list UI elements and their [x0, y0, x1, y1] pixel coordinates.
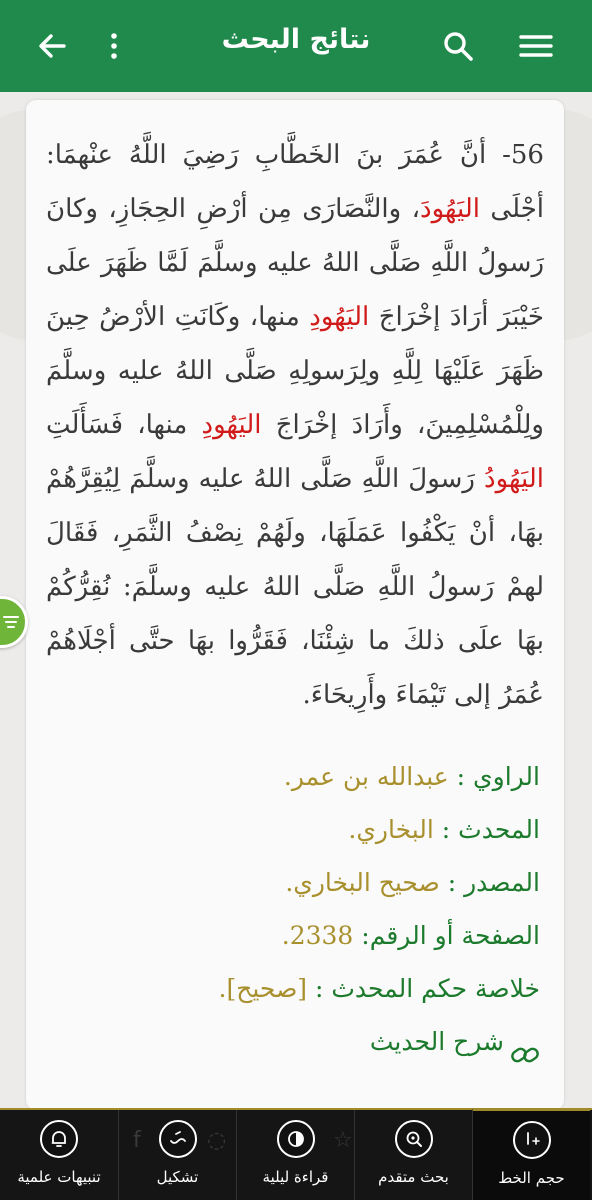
star-ghost-icon: ☆: [333, 1128, 353, 1153]
tab-advanced-search[interactable]: [354, 1110, 472, 1200]
page-title: نتائج البحث: [221, 24, 371, 55]
page-number-value: 2338.: [281, 921, 354, 950]
narrator-value: عبدالله بن عمر.: [283, 762, 449, 791]
muhaddith-value: البخاري.: [348, 815, 434, 844]
narrator-label: الراوي :: [448, 762, 540, 791]
hadith-text-part: ، والنَّصَارَى مِن أرْضِ الحِجَازِ، وكانَ رَسولُ اللَّهِ صَلَّى اللهُ عليه وسلَّمَ لَمَّا ظَهَرَ علَى خَيْبَرَ أرَادَ إخْرَاجَ: [46, 194, 544, 332]
highlighted-term: اليَهُودُ: [484, 464, 544, 494]
bottom-toolbar: [0, 1108, 592, 1200]
hadith-metadata: [50, 750, 540, 1068]
tab-label: تشكيل: [156, 1168, 199, 1186]
hamburger-menu-icon[interactable]: [518, 28, 554, 64]
whatsapp-ghost-icon: ◌: [207, 1128, 227, 1153]
bell-icon: [40, 1120, 78, 1158]
muhaddith-row: [50, 803, 540, 856]
tab-tashkeel[interactable]: [118, 1110, 236, 1200]
narrator-row: [50, 750, 540, 803]
tab-label: حجم الخط: [498, 1169, 565, 1187]
tab-label: بحث متقدم: [378, 1168, 449, 1186]
tab-font-size[interactable]: [472, 1108, 590, 1200]
muhaddith-label: المحدث :: [433, 815, 540, 844]
hadith-text-part: رَسولَ اللَّهِ صَلَّى اللهُ عليه وسلَّمَ لِيُقِرَّهُمْ بهَا، أنْ يَكْفُوا عَمَلَهَا، ولَهُمْ نِصْفُ الثَّمَرِ، فَقَالَ لهمْ رَسولُ اللَّهِ صَلَّى اللهُ عليه وسلَّمَ: نُقِرُّكُمْ بهَا علَى ذلكَ ما شِئْنَا، فَقَرُّوا بهَا حتَّى أجْلَاهُمْ عُمَرُ إلى تَيْمَاءَ وأَرِيحَاءَ.: [46, 464, 544, 710]
hadith-text: [46, 128, 544, 722]
source-value: صحيح البخاري.: [285, 868, 440, 897]
page-number-label: الصفحة أو الرقم:: [353, 921, 540, 950]
side-drawer-handle[interactable]: [0, 596, 28, 648]
highlighted-term: اليَهُودَ: [419, 194, 480, 224]
verdict-label: خلاصة حكم المحدث :: [307, 974, 540, 1003]
tashkeel-icon: [159, 1120, 197, 1158]
advanced-search-icon: [395, 1120, 433, 1158]
font-size-icon: [513, 1121, 551, 1159]
link-icon: [510, 1032, 540, 1056]
filter-lines-icon: [3, 612, 19, 632]
explanation-link-row[interactable]: [50, 1015, 540, 1068]
facebook-ghost-icon: f: [133, 1128, 141, 1153]
highlighted-term: اليَهُودِ: [309, 302, 370, 332]
page-number-row: [50, 909, 540, 962]
verdict-value: [صحيح].: [218, 974, 308, 1003]
night-mode-icon: [277, 1120, 315, 1158]
tab-night-reading[interactable]: [236, 1110, 354, 1200]
tab-label: قراءة ليلية: [262, 1168, 329, 1186]
tab-scientific-alerts[interactable]: [0, 1110, 118, 1200]
hadith-card: [26, 100, 564, 1110]
verdict-row: [50, 962, 540, 1015]
highlighted-term: اليَهُودِ: [201, 410, 262, 440]
app-bar: [0, 0, 592, 92]
search-icon[interactable]: [440, 28, 476, 64]
source-label: المصدر :: [439, 868, 540, 897]
hadith-text-part: منها، فَسَأَلَتِ: [46, 410, 202, 440]
source-row: [50, 856, 540, 909]
hadith-text-part: أنَّ عُمَرَ بنَ الخَطَّابِ رَضِيَ اللَّهُ عنْهمَا: أجْلَى: [46, 140, 544, 224]
tab-label: تنبيهات علمية: [17, 1168, 101, 1186]
hadith-text-part: منها، وكَانَتِ الأرْضُ حِينَ ظَهَرَ عَلَيْهَا لِلَّهِ ولِرَسولِهِ صَلَّى اللهُ عليه وسلَّمَ ولِلْمُسْلِمِينَ، وأَرَادَ إخْرَاجَ: [46, 302, 544, 440]
explanation-link[interactable]: شرح الحديث: [369, 1027, 504, 1056]
hadith-number: 56-: [486, 140, 544, 170]
